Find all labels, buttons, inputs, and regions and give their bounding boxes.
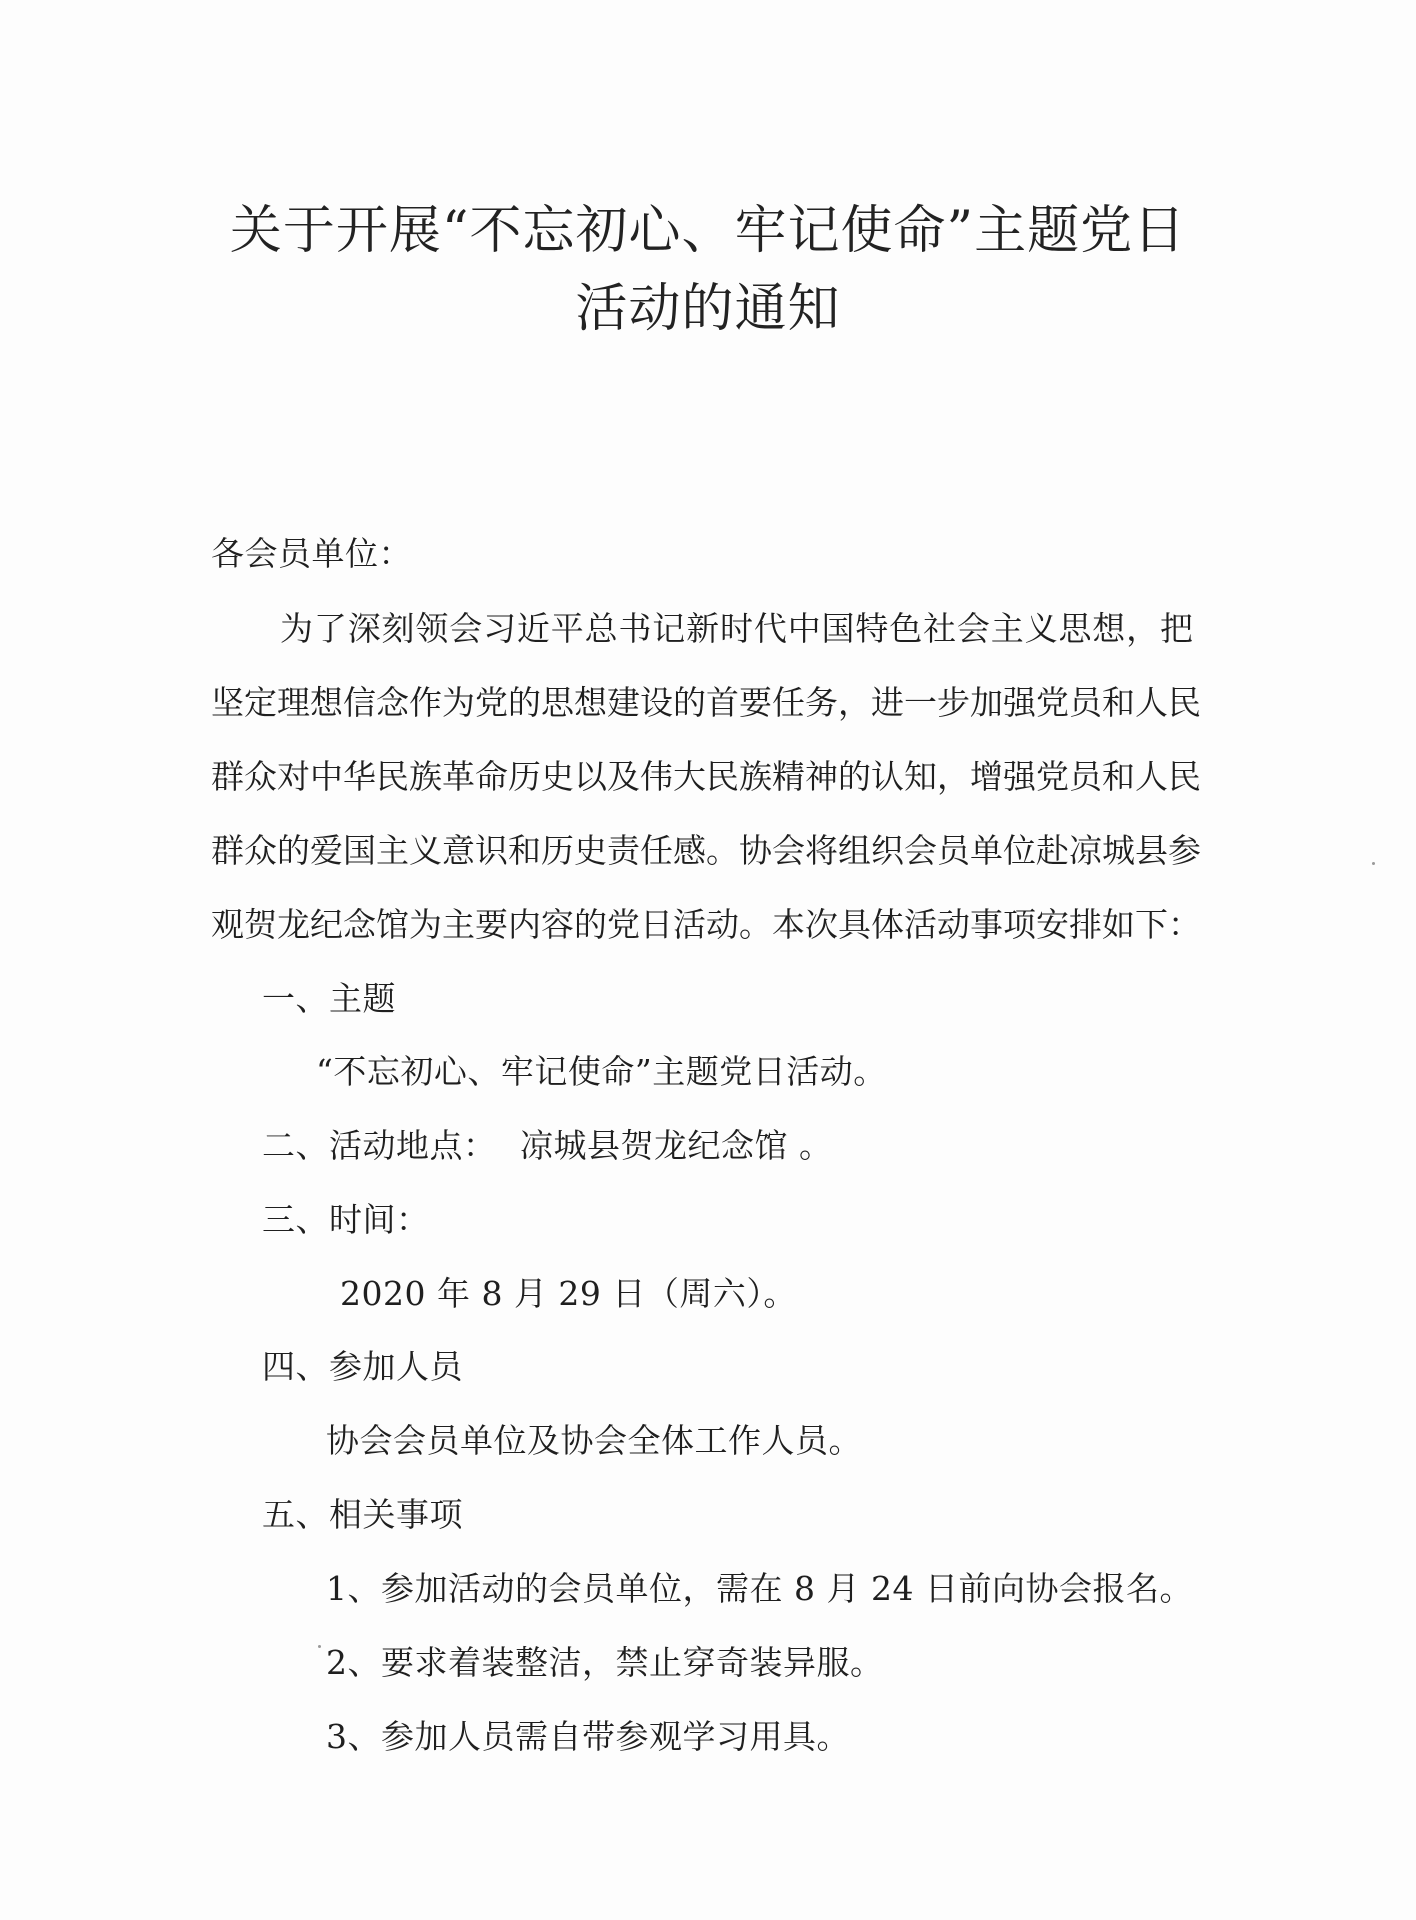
- intro-line-1: 为了深刻领会习近平总书记新时代中国特色社会主义思想，把: [280, 609, 1193, 648]
- section-1-content: “不忘初心、牢记使命”主题党日活动。: [316, 1052, 887, 1091]
- section-3-content: 2020 年 8 月 29 日（周六）。: [340, 1274, 797, 1313]
- scan-speck: [318, 1645, 321, 1648]
- salutation: 各会员单位：: [211, 534, 412, 573]
- section-2-content: 凉城县贺龙纪念馆 。: [520, 1126, 833, 1165]
- scan-speck: [1372, 862, 1375, 865]
- document-title-line-1: 关于开展“不忘初心、牢记使命”主题党日: [229, 201, 1187, 261]
- section-4-heading: 四、参加人员: [262, 1347, 463, 1386]
- section-4-content: 协会会员单位及协会全体工作人员。: [326, 1421, 862, 1460]
- intro-line-3: 群众对中华民族革命历史以及伟大民族精神的认知，增强党员和人民: [211, 757, 1201, 796]
- intro-line-2: 坚定理想信念作为党的思想建设的首要任务，进一步加强党员和人民: [211, 683, 1201, 722]
- section-1-heading: 一、主题: [262, 979, 396, 1018]
- section-5-item-3: 3、参加人员需自带参观学习用具。: [326, 1717, 850, 1756]
- intro-line-4: 群众的爱国主义意识和历史责任感。协会将组织会员单位赴凉城县参: [211, 831, 1201, 870]
- section-5-heading: 五、相关事项: [262, 1495, 463, 1534]
- section-2-heading: 二、活动地点：: [262, 1126, 497, 1165]
- document-title-line-2: 活动的通知: [575, 279, 841, 339]
- section-5-item-1: 1、参加活动的会员单位，需在 8 月 24 日前向协会报名。: [326, 1569, 1193, 1608]
- section-3-heading: 三、时间：: [262, 1200, 430, 1239]
- intro-line-5: 观贺龙纪念馆为主要内容的党日活动。本次具体活动事项安排如下：: [211, 905, 1201, 944]
- section-5-item-2: 2、要求着装整洁，禁止穿奇装异服。: [326, 1643, 884, 1682]
